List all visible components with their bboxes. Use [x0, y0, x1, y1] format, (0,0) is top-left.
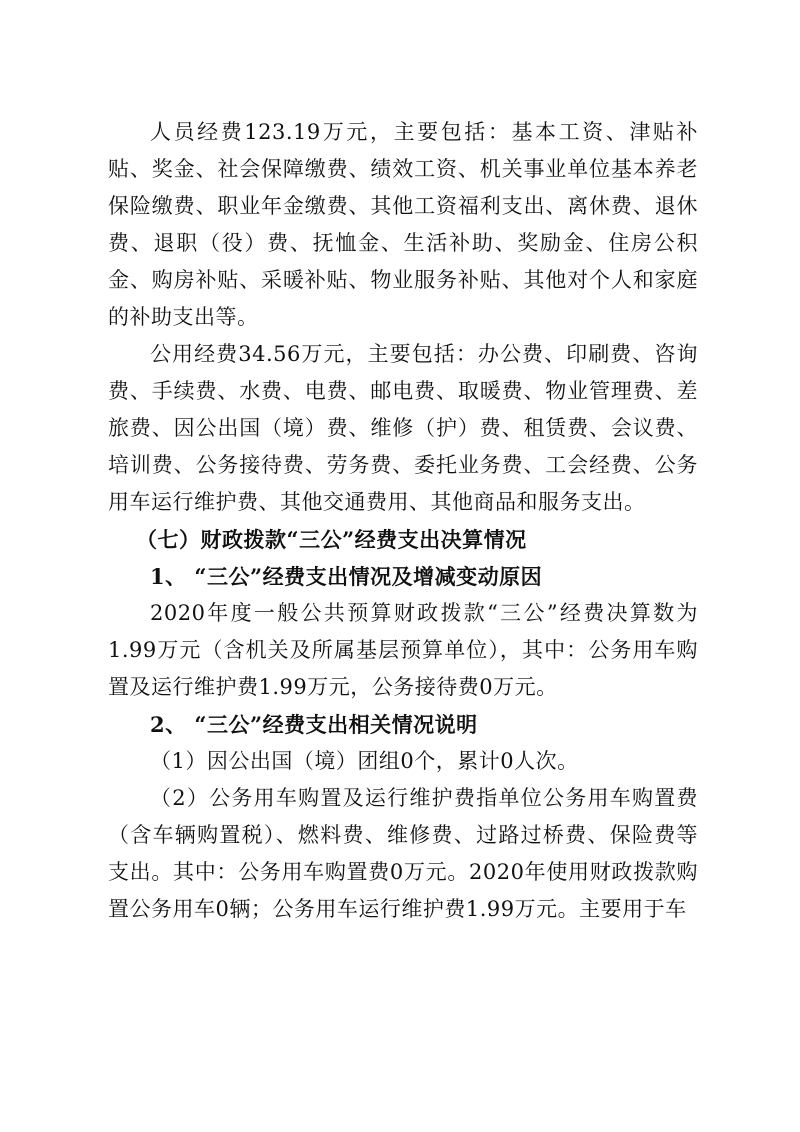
personnel-expense-paragraph: 人员经费123.19万元，主要包括：基本工资、津贴补贴、奖金、社会保障缴费、绩效工资、机关事业单位基本养老保险缴费、职业年金缴费、其他工资福利支出、离休费、退休费、退职（役）费、抚恤金、生活补助、奖励金、住房公积金、购房补贴、采暖补贴、物业服务补贴、其他对个人和家庭的补助支出等。 — [108, 120, 698, 329]
subheading-expense-changes: 1、 “三公”经费支出情况及增减变动原因 — [150, 564, 543, 589]
overseas-trips-paragraph: （1）因公出国（境）团组0个，累计0人次。 — [150, 749, 579, 773]
three-public-summary-paragraph: 2020年度一般公共预算财政拨款“三公”经费决算数为1.99万元（含机关及所属基层预算单位），其中：公务用车购置及运行维护费1.99万元，公务接待费0万元。 — [108, 601, 698, 699]
section-heading-three-public: （七）财政拨款“三公”经费支出决算情况 — [136, 527, 527, 552]
vehicle-expense-paragraph: （2）公务用车购置及运行维护费指单位公务用车购置费（含车辆购置税）、燃料费、维修费、过路过桥费、保险费等支出。其中：公务用车购置费0万元。2020年使用财政拨款购置公务用车0辆；公务用车运行维护费1.99万元。主要用于车 — [108, 786, 698, 921]
public-expense-paragraph: 公用经费34.56万元，主要包括：办公费、印刷费、咨询费、手续费、水费、电费、邮电费、取暖费、物业管理费、差旅费、因公出国（境）费、维修（护）费、租赁费、会议费、培训费、公务接待费、劳务费、委托业务费、工会经费、公务用车运行维护费、其他交通费用、其他商品和服务支出。 — [108, 342, 698, 514]
document-page — [108, 114, 698, 928]
subheading-related-explanation: 2、 “三公”经费支出相关情况说明 — [150, 712, 478, 737]
